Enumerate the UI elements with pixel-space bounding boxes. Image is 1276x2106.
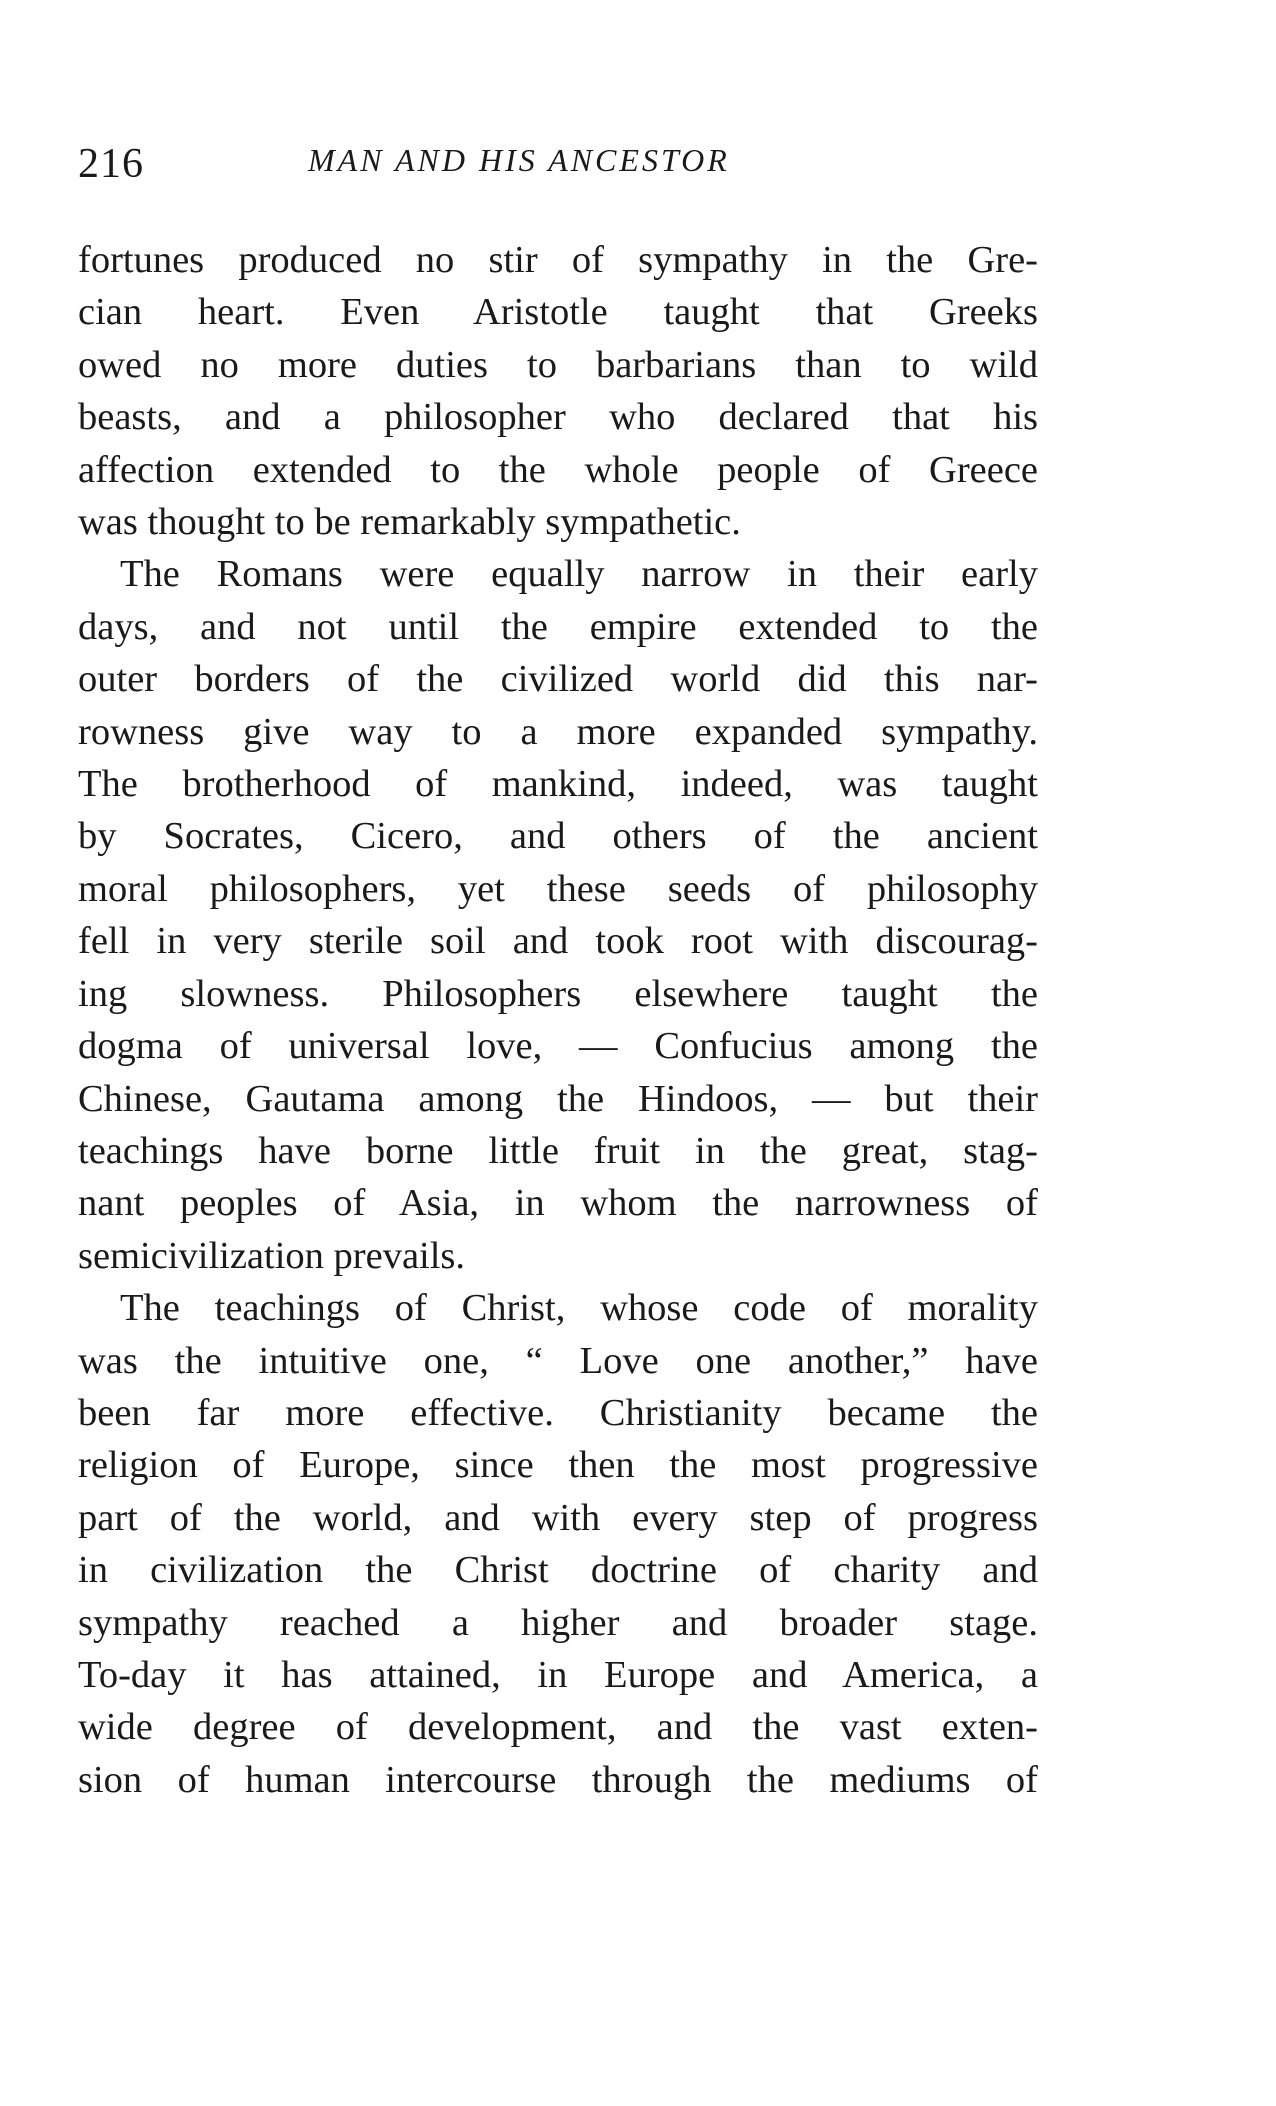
text-line: days, and not until the empire extended to the <box>78 605 1038 648</box>
text-line: Chinese, Gautama among the Hindoos, — but their <box>78 1077 1038 1120</box>
text-line: owed no more duties to barbarians than to wild <box>78 343 1038 386</box>
text-line: beasts, and a philosopher who declared that his <box>78 396 1038 439</box>
text-line: The teachings of Christ, whose code of morality <box>120 1287 1038 1330</box>
page-header <box>78 140 1038 190</box>
text-line: been far more effective. Christianity became the <box>78 1391 1038 1434</box>
text-line: sympathy reached a higher and broader stage. <box>78 1601 1038 1644</box>
running-title: MAN AND HIS ANCESTOR <box>308 142 730 178</box>
text-line: nant peoples of Asia, in whom the narrowness of <box>78 1182 1038 1225</box>
body-text <box>78 234 1038 1806</box>
text-line: teachings have borne little fruit in the great, stag- <box>78 1129 1038 1172</box>
page-number: 216 <box>78 141 144 187</box>
text-line: fell in very sterile soil and took root with discourag- <box>78 920 1038 963</box>
text-line: sion of human intercourse through the mediums of <box>78 1758 1038 1801</box>
text-line: wide degree of development, and the vast exten- <box>78 1706 1038 1749</box>
text-line: in civilization the Christ doctrine of charity and <box>78 1549 1038 1592</box>
text-line: semicivilization prevails. <box>78 1234 466 1277</box>
text-line: was the intuitive one, “ Love one another,” have <box>78 1339 1038 1382</box>
text-line: moral philosophers, yet these seeds of philosophy <box>78 867 1038 910</box>
text-line: The Romans were equally narrow in their early <box>120 553 1038 596</box>
text-line: To-day it has attained, in Europe and America, a <box>78 1653 1038 1696</box>
text-line: The brotherhood of mankind, indeed, was taught <box>78 763 1038 806</box>
text-line: rowness give way to a more expanded sympathy. <box>78 710 1038 753</box>
text-line: cian heart. Even Aristotle taught that Greeks <box>78 291 1038 334</box>
text-line: fortunes produced no stir of sympathy in the Gre- <box>78 239 1038 281</box>
paragraph-3 <box>78 1282 1038 1806</box>
text-line: by Socrates, Cicero, and others of the ancient <box>78 815 1038 858</box>
paragraph-2 <box>78 548 1038 1282</box>
text-line: religion of Europe, since then the most progressive <box>78 1444 1038 1487</box>
text-line: dogma of universal love, — Confucius among the <box>78 1025 1038 1068</box>
text-line: affection extended to the whole people of Greece <box>78 448 1038 491</box>
text-line: outer borders of the civilized world did this nar- <box>78 658 1038 701</box>
text-line: ing slowness. Philosophers elsewhere taught the <box>78 972 1038 1015</box>
paragraph-1 <box>78 234 1038 548</box>
text-line: part of the world, and with every step of progress <box>78 1496 1038 1539</box>
text-line: was thought to be remarkably sympathetic. <box>78 501 741 544</box>
